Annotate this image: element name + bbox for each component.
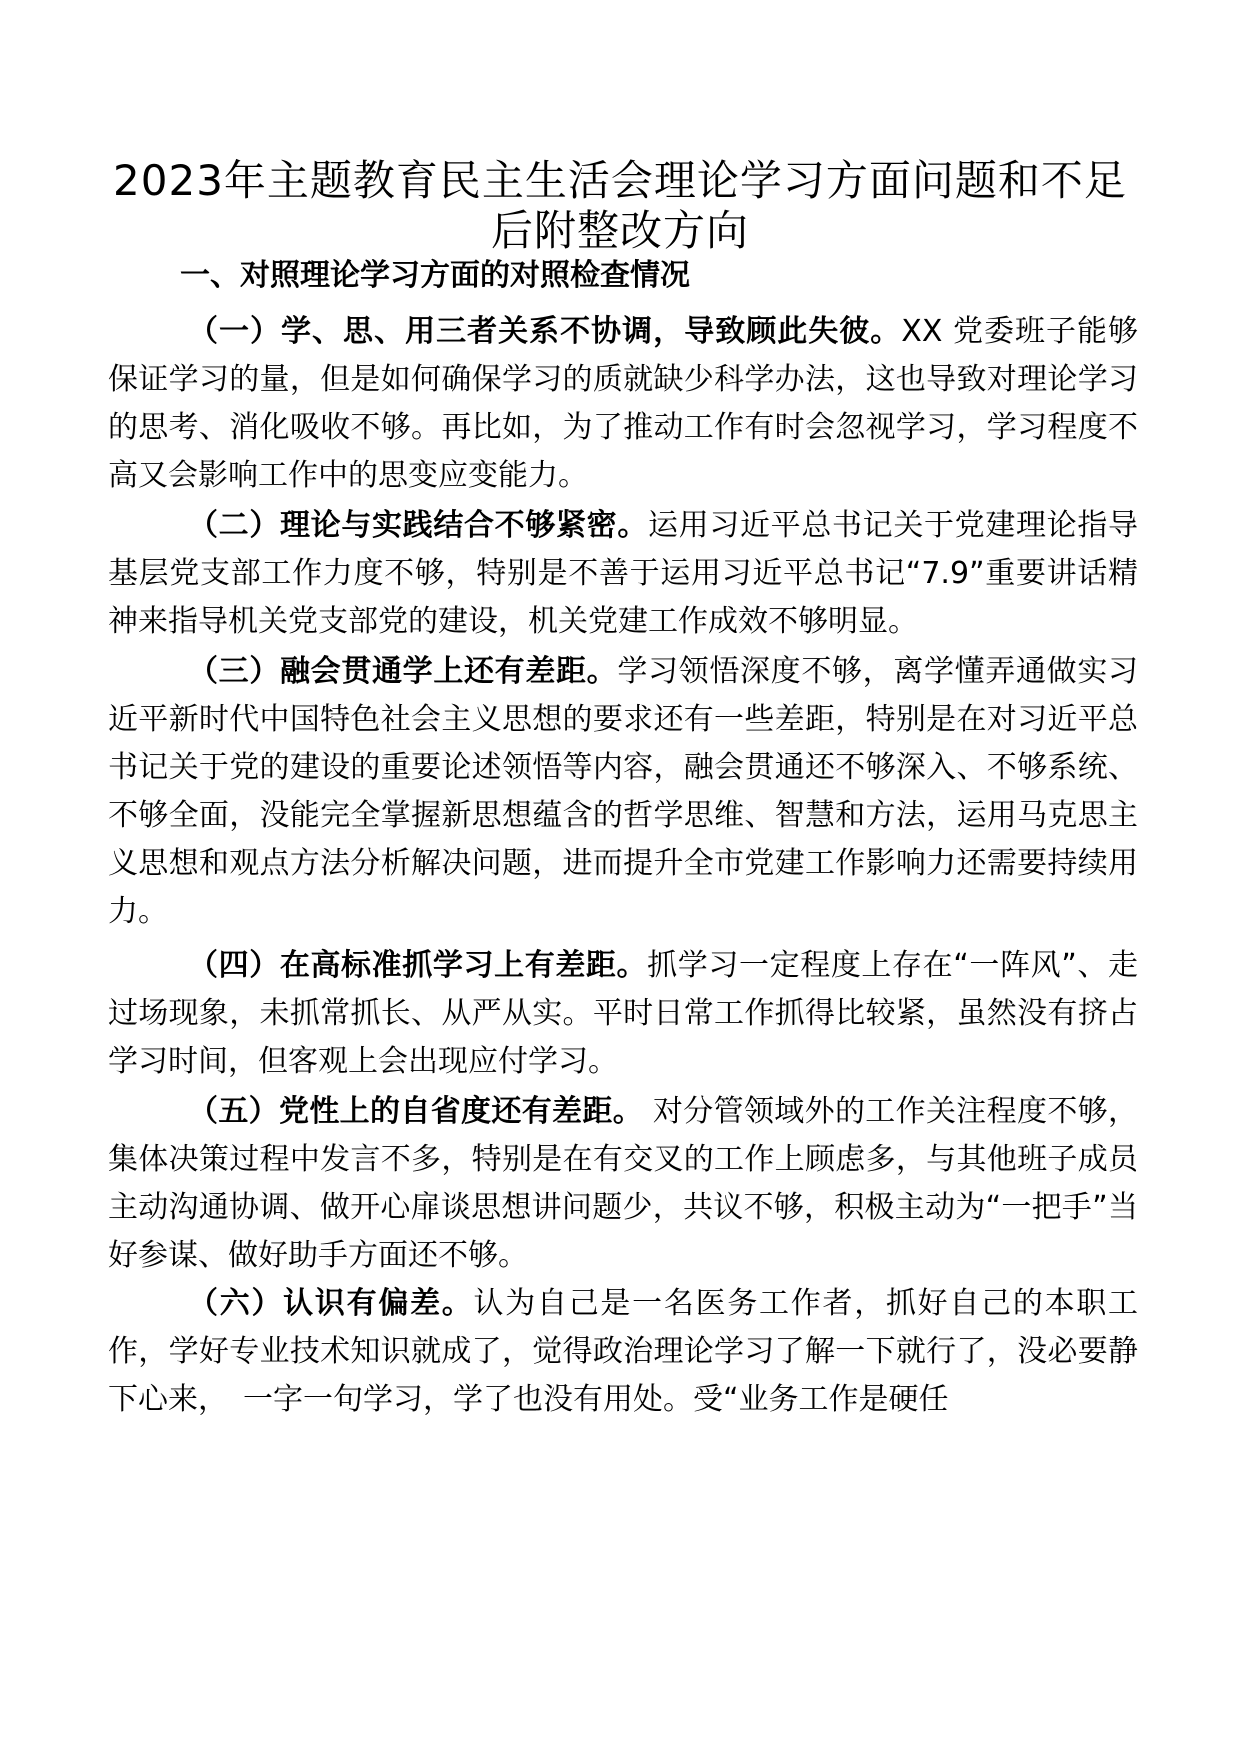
paragraph-1-lead: （一）学、思、用三者关系不协调，导致顾此失彼。 bbox=[188, 314, 902, 349]
paragraph-3-body: 学习领悟深度不够，离学懂弄通做实习近平新时代中国特色社会主义思想的要求还有一些差距，特别是在对习近平总书记关于党的建设的重要论述领悟等内容，融会贯通还不够深入、不够系统、不够全面，没能完全掌握新思想蕴含的哲学思维、智慧和方法，运用马克思主义思想和观点方法分析解决问题，进而提升全市党建工作影响力还需要持续用力。 bbox=[108, 654, 1139, 929]
paragraph-6 bbox=[108, 1280, 1138, 1424]
paragraph-4-body: 抓学习一定程度上存在“一阵风”、走过场现象，未抓常抓长、从严从实。平时日常工作抓得比较紧，虽然没有挤占学习时间，但客观上会出现应付学习。 bbox=[108, 948, 1138, 1079]
paragraph-2-lead: （二）理论与实践结合不够紧密。 bbox=[188, 508, 648, 543]
paragraph-5 bbox=[108, 1088, 1138, 1280]
paragraph-4 bbox=[108, 942, 1138, 1086]
paragraph-1-body: XX 党委班子能够保证学习的量，但是如何确保学习的质就缺少科学办法，这也导致对理论学习的思考、消化吸收不够。再比如，为了推动工作有时会忽视学习，学习程度不高又会影响工作中的思变应变能力。 bbox=[108, 314, 1139, 493]
document-title-line1: 2023年主题教育民主生活会理论学习方面问题和不足 bbox=[113, 156, 1127, 205]
paragraph-5-body: 对分管领域外的工作关注程度不够，集体决策过程中发言不多，特别是在有交叉的工作上顾虑多，与其他班子成员主动沟通协调、做开心扉谈思想讲问题少，共议不够，积极主动为“一把手”当好参谋、做好助手方面还不够。 bbox=[108, 1094, 1138, 1273]
paragraph-5-lead: （五）党性上的自省度还有差距。 bbox=[188, 1094, 644, 1129]
paragraph-3 bbox=[108, 648, 1138, 936]
section-heading: 一、对照理论学习方面的对照检查情况 bbox=[180, 258, 690, 293]
paragraph-2-body: 运用习近平总书记关于党建理论指导基层党支部工作力度不够，特别是不善于运用习近平总书记“7.9”重要讲话精神来指导机关党支部党的建设，机关党建工作成效不够明显。 bbox=[108, 508, 1138, 639]
paragraph-6-body: 认为自己是一名医务工作者，抓好自己的本职工作，学好专业技术知识就成了，觉得政治理论学习了解一下就行了，没必要静下心来， 一字一句学习，学了也没有用处。受“业务工作是硬任 bbox=[108, 1286, 1139, 1417]
paragraph-6-lead: （六）认识有偏差。 bbox=[188, 1286, 474, 1321]
paragraph-3-lead: （三）融会贯通学上还有差距。 bbox=[188, 654, 618, 689]
document-title-line2: 后附整改方向 bbox=[490, 206, 749, 255]
paragraph-2 bbox=[108, 502, 1138, 646]
paragraph-1 bbox=[108, 308, 1138, 500]
paragraph-4-lead: （四）在高标准抓学习上有差距。 bbox=[188, 948, 648, 983]
